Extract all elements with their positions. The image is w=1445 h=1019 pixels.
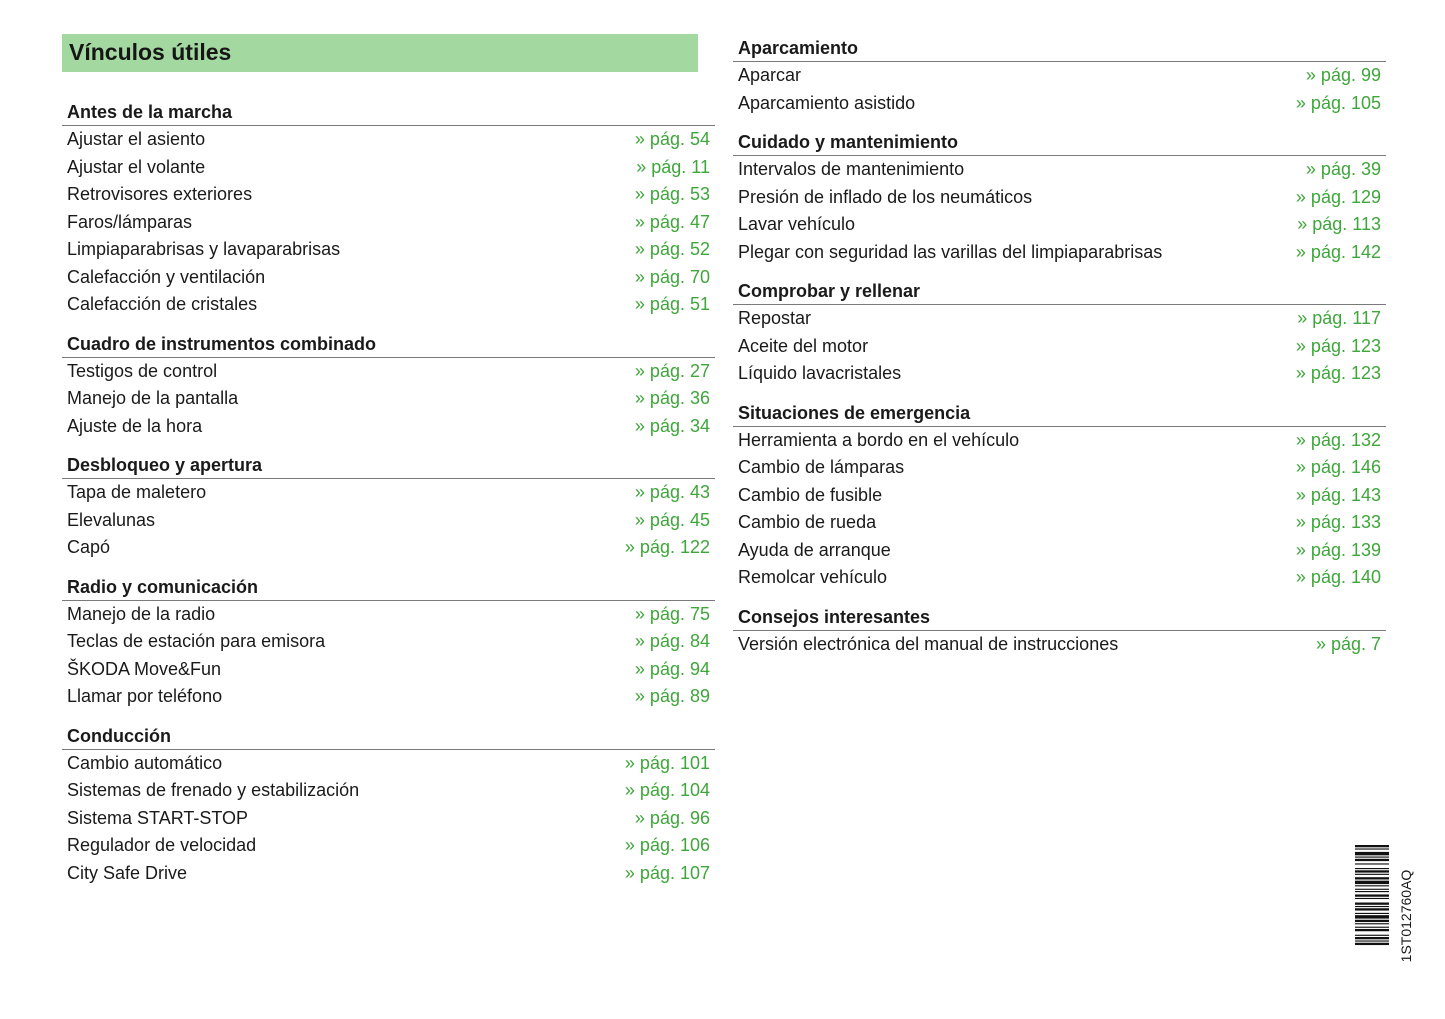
toc-label: Sistemas de frenado y estabilización <box>67 780 360 800</box>
toc-label: Testigos de control <box>67 360 218 381</box>
toc-row[interactable] <box>62 291 715 319</box>
toc-row[interactable] <box>62 832 715 860</box>
toc-row[interactable] <box>62 126 715 154</box>
page-reference-link[interactable]: » pág. 107 <box>624 862 710 883</box>
toc-label: ŠKODA Move&Fun <box>67 658 222 679</box>
section <box>733 397 1386 592</box>
barcode-bar <box>1355 943 1389 945</box>
toc-row[interactable] <box>62 656 715 684</box>
toc-row[interactable] <box>733 564 1386 592</box>
barcode-bar <box>1355 891 1389 892</box>
toc-row[interactable] <box>733 211 1386 239</box>
section <box>62 571 715 711</box>
toc-label: Plegar con seguridad las varillas del limpiaparabrisas <box>738 241 1163 262</box>
section-heading: Consejos interesantes <box>733 601 1386 631</box>
section-heading: Conducción <box>62 720 715 750</box>
page-reference-link[interactable]: » pág. 36 <box>634 388 710 408</box>
page-reference-link[interactable]: » pág. 140 <box>1295 567 1381 587</box>
toc-label: Cambio de fusible <box>738 484 883 505</box>
section <box>62 328 715 441</box>
barcode-bar <box>1355 915 1389 918</box>
toc-row[interactable] <box>62 413 715 441</box>
page-reference-link[interactable]: » pág. 96 <box>634 807 710 828</box>
page-reference-link[interactable]: » pág. 43 <box>634 482 710 502</box>
toc-row[interactable] <box>62 154 715 182</box>
page-reference-link[interactable]: » pág. 143 <box>1295 484 1381 505</box>
page-reference-link[interactable]: » pág. 123 <box>1295 335 1381 356</box>
toc-row[interactable] <box>62 479 715 507</box>
page-reference-link[interactable]: » pág. 122 <box>624 537 710 557</box>
section <box>62 720 715 888</box>
page-reference-link[interactable]: » pág. 70 <box>634 266 710 287</box>
toc-row[interactable] <box>733 305 1386 333</box>
page-reference-link[interactable]: » pág. 51 <box>634 294 710 314</box>
toc-row[interactable] <box>733 90 1386 118</box>
toc-row[interactable] <box>62 805 715 833</box>
page-title: Vínculos útiles <box>69 39 232 65</box>
toc-row[interactable] <box>733 454 1386 482</box>
toc-row[interactable] <box>62 860 715 888</box>
page-reference-link[interactable]: » pág. 27 <box>634 360 710 381</box>
toc-row[interactable] <box>733 156 1386 184</box>
toc-label: Limpiaparabrisas y lavaparabrisas <box>67 239 341 259</box>
toc-row[interactable] <box>62 777 715 805</box>
barcode-bar <box>1355 923 1389 924</box>
toc-label: Lavar vehículo <box>738 214 856 234</box>
toc-label: Calefacción de cristales <box>67 294 258 314</box>
section-heading: Radio y comunicación <box>62 571 715 601</box>
toc-row[interactable] <box>62 534 715 562</box>
left-column <box>62 96 715 887</box>
toc-label: Manejo de la pantalla <box>67 388 239 408</box>
barcode-bar <box>1355 868 1389 869</box>
page-reference-link[interactable]: » pág. 132 <box>1295 429 1381 450</box>
toc-row[interactable] <box>733 239 1386 267</box>
page-reference-link[interactable]: » pág. 105 <box>1295 92 1381 113</box>
toc-label: City Safe Drive <box>67 862 188 883</box>
toc-row[interactable] <box>733 184 1386 212</box>
toc-row[interactable] <box>733 333 1386 361</box>
toc-label: Llamar por teléfono <box>67 686 223 706</box>
toc-label: Líquido lavacristales <box>738 363 902 383</box>
toc-row[interactable] <box>733 427 1386 455</box>
page-title-bar <box>62 34 698 72</box>
toc-label: Aparcar <box>738 65 802 85</box>
barcode-bar <box>1355 857 1389 858</box>
page-reference-link[interactable]: » pág. 129 <box>1295 186 1381 207</box>
toc-row[interactable] <box>733 360 1386 388</box>
right-column <box>733 32 1386 658</box>
barcode-bar <box>1355 877 1389 879</box>
barcode-bar <box>1355 898 1389 899</box>
barcode-number: 1ST012760AQ <box>1398 869 1414 963</box>
toc-label: Faros/lámparas <box>67 211 193 232</box>
toc-row[interactable] <box>62 385 715 413</box>
toc-row[interactable] <box>62 209 715 237</box>
section <box>733 126 1386 266</box>
toc-row[interactable] <box>62 750 715 778</box>
section <box>62 96 715 319</box>
toc-label: Ajustar el volante <box>67 156 206 177</box>
page-reference-link[interactable]: » pág. 123 <box>1295 363 1381 383</box>
page-reference-link[interactable]: » pág. 104 <box>624 780 710 800</box>
toc-label: Tapa de maletero <box>67 482 207 502</box>
toc-label: Elevalunas <box>67 509 156 530</box>
barcode-bar <box>1355 889 1389 890</box>
barcode-bar <box>1355 935 1389 936</box>
toc-label: Cambio de lámparas <box>738 457 905 477</box>
section-heading: Cuadro de instrumentos combinado <box>62 328 715 358</box>
section-heading: Desbloqueo y apertura <box>62 449 715 479</box>
toc-label: Cambio automático <box>67 752 223 773</box>
page-reference-link[interactable]: » pág. 47 <box>634 211 710 232</box>
page-reference-link[interactable]: » pág. 34 <box>634 415 710 436</box>
section <box>733 601 1386 659</box>
toc-row[interactable] <box>62 358 715 386</box>
page-reference-link[interactable]: » pág. 52 <box>634 239 710 259</box>
page-reference-link[interactable]: » pág. 146 <box>1295 457 1381 477</box>
section-heading: Comprobar y rellenar <box>733 275 1386 305</box>
page-reference-link[interactable]: » pág. 75 <box>634 603 710 624</box>
toc-label: Ajuste de la hora <box>67 415 203 436</box>
toc-row[interactable] <box>62 236 715 264</box>
page-reference-link[interactable]: » pág. 106 <box>624 835 710 855</box>
toc-row[interactable] <box>733 62 1386 90</box>
barcode-bar <box>1355 940 1389 941</box>
toc-label: Ayuda de arranque <box>738 539 891 560</box>
page-reference-link[interactable]: » pág. 101 <box>624 752 710 773</box>
section <box>733 32 1386 117</box>
toc-label: Regulador de velocidad <box>67 835 257 855</box>
barcode-bar <box>1355 881 1389 884</box>
page-reference-link[interactable]: » pág. 7 <box>1315 633 1381 654</box>
toc-row[interactable] <box>62 601 715 629</box>
section-heading: Antes de la marcha <box>62 96 715 126</box>
page-reference-link[interactable]: » pág. 53 <box>634 184 710 204</box>
barcode-bar <box>1355 937 1389 939</box>
toc-row[interactable] <box>733 482 1386 510</box>
toc-row[interactable] <box>62 264 715 292</box>
toc-label: Cambio de rueda <box>738 512 877 532</box>
page-reference-link[interactable]: » pág. 94 <box>634 658 710 679</box>
section-heading: Cuidado y mantenimiento <box>733 126 1386 156</box>
page-reference-link[interactable]: » pág. 142 <box>1295 241 1381 262</box>
barcode-bar <box>1355 859 1389 861</box>
page-reference-link[interactable]: » pág. 113 <box>1297 214 1381 234</box>
barcode <box>1355 845 1389 983</box>
barcode-bar <box>1355 852 1389 855</box>
toc-label: Remolcar vehículo <box>738 567 888 587</box>
toc-label: Versión electrónica del manual de instrucciones <box>738 633 1119 654</box>
barcode-bar <box>1355 845 1389 847</box>
barcode-bar <box>1355 929 1389 931</box>
page-reference-link[interactable]: » pág. 139 <box>1295 539 1381 560</box>
barcode-bar <box>1355 885 1389 886</box>
toc-label: Presión de inflado de los neumáticos <box>738 186 1033 207</box>
barcode-bar <box>1355 863 1389 864</box>
section-heading: Situaciones de emergencia <box>733 397 1386 427</box>
toc-label: Herramienta a bordo en el vehículo <box>738 429 1020 450</box>
barcode-bar <box>1355 894 1389 896</box>
page-reference-link[interactable]: » pág. 133 <box>1295 512 1381 532</box>
toc-row[interactable] <box>62 683 715 711</box>
toc-label: Manejo de la radio <box>67 603 216 624</box>
barcode-bar <box>1355 874 1389 875</box>
toc-row[interactable] <box>733 631 1386 659</box>
section <box>62 449 715 562</box>
barcode-bar <box>1355 870 1389 872</box>
toc-label: Repostar <box>738 308 812 328</box>
toc-row[interactable] <box>62 507 715 535</box>
toc-label: Sistema START-STOP <box>67 807 249 828</box>
page-reference-link[interactable]: » pág. 89 <box>634 686 710 706</box>
barcode-bar <box>1355 903 1389 905</box>
barcode-bar <box>1355 848 1389 849</box>
toc-row[interactable] <box>62 181 715 209</box>
toc-row[interactable] <box>62 628 715 656</box>
toc-label: Aceite del motor <box>738 335 869 356</box>
barcode-bar <box>1355 920 1389 922</box>
barcode-bar <box>1355 906 1389 907</box>
toc-label: Capó <box>67 537 111 557</box>
page-reference-link[interactable]: » pág. 39 <box>1305 159 1381 179</box>
toc-label: Ajustar el asiento <box>67 129 206 149</box>
barcode-bar <box>1355 913 1389 914</box>
barcode-bar <box>1355 908 1389 910</box>
page-reference-link[interactable]: » pág. 54 <box>634 129 710 149</box>
page-reference-link[interactable]: » pág. 45 <box>634 509 710 530</box>
toc-row[interactable] <box>733 537 1386 565</box>
toc-label: Intervalos de mantenimiento <box>738 159 965 179</box>
page-reference-link[interactable]: » pág. 99 <box>1305 65 1381 85</box>
toc-label: Retrovisores exteriores <box>67 184 253 204</box>
toc-label: Calefacción y ventilación <box>67 266 266 287</box>
page-reference-link[interactable]: » pág. 117 <box>1297 308 1381 328</box>
toc-label: Teclas de estación para emisora <box>67 631 326 651</box>
section <box>733 275 1386 388</box>
section-heading: Aparcamiento <box>733 32 1386 62</box>
page-reference-link[interactable]: » pág. 11 <box>636 156 710 177</box>
toc-label: Aparcamiento asistido <box>738 92 916 113</box>
toc-row[interactable] <box>733 509 1386 537</box>
page-reference-link[interactable]: » pág. 84 <box>634 631 710 651</box>
barcode-bar <box>1355 927 1389 928</box>
